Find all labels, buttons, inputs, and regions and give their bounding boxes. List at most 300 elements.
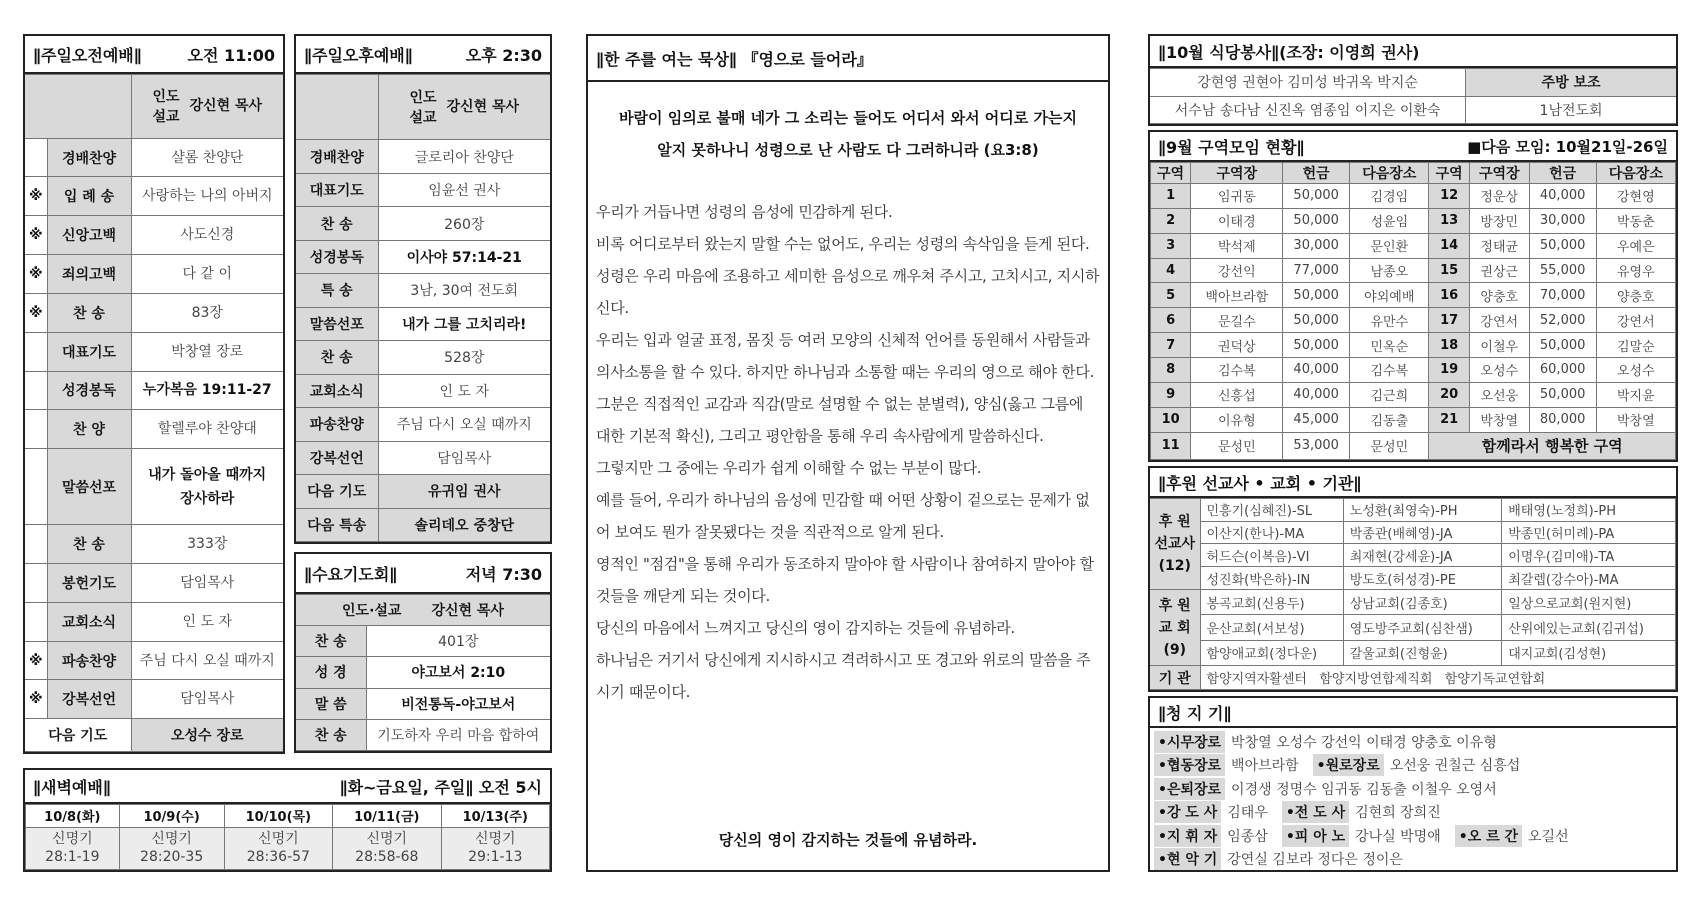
district-cell: 50,000 <box>1283 333 1350 358</box>
district-cell: 50,000 <box>1283 308 1350 333</box>
district-column-header: 헌금 <box>1529 163 1596 184</box>
district-cell: 오성수 <box>1596 358 1675 383</box>
district-cell: 유영우 <box>1596 258 1675 283</box>
required-mark <box>25 332 47 371</box>
missionary-cell: 민흥기(심혜진)-SL <box>1200 499 1343 522</box>
meditation-panel <box>586 34 1110 872</box>
dawn-day: 10/13(주) <box>441 805 549 828</box>
required-mark: ※ <box>25 255 47 294</box>
elders-role-label: •현 악 기 <box>1154 848 1221 870</box>
order-label: 대표기도 <box>47 332 131 371</box>
order-value: 사도신경 <box>131 216 283 255</box>
order-label: 입 례 송 <box>47 177 131 216</box>
order-value: 글로리아 찬양단 <box>378 140 550 173</box>
district-cell: 45,000 <box>1283 407 1350 432</box>
order-row <box>25 602 283 641</box>
district-cell: 박동춘 <box>1596 208 1675 233</box>
elders-role-label: •지 휘 자 <box>1154 825 1221 847</box>
church-cell: 갈울교회(진형윤) <box>1343 640 1502 665</box>
district-cell: 7 <box>1151 333 1191 358</box>
district-cell: 양충호 <box>1596 283 1675 308</box>
order-value: 기도하자 우리 마음 합하여 <box>366 719 550 750</box>
order-row <box>296 508 550 542</box>
church-cell: 봉곡교회(신용두) <box>1200 589 1343 614</box>
elders-role-label: •시무장로 <box>1154 731 1225 753</box>
dawn-service-time: ∥화~금요일, 주일∥ 오전 5시 <box>339 777 542 797</box>
order-value: 인 도 자 <box>378 374 550 407</box>
cafeteria-header <box>1150 36 1676 68</box>
order-row <box>25 255 283 294</box>
elders-role-names: 오길선 <box>1528 828 1569 845</box>
district-cell: 남종오 <box>1350 258 1429 283</box>
order-label: 파송찬양 <box>47 641 131 680</box>
district-cell: 유만수 <box>1350 308 1429 333</box>
order-row <box>25 564 283 603</box>
district-column-header: 구역 <box>1429 163 1469 184</box>
dawn-day: 10/10(목) <box>224 805 332 828</box>
afternoon-service-title: ∥주일오후예배∥ <box>304 45 413 65</box>
meditation-closing: 당신의 영이 감지하는 것들에 유념하라. <box>718 831 978 849</box>
district-cell: 17 <box>1429 308 1469 333</box>
afternoon-service-panel <box>294 34 552 544</box>
district-row <box>1151 308 1676 333</box>
dawn-verse: 28:20-35 <box>140 849 204 866</box>
district-cell: 김수복 <box>1350 358 1429 383</box>
district-cell: 박창열 <box>1596 407 1675 432</box>
order-label: 특 송 <box>296 274 378 307</box>
elders-role-label: •협동장로 <box>1154 754 1225 776</box>
order-row <box>296 274 550 307</box>
district-cell: 50,000 <box>1283 208 1350 233</box>
district-cell: 야외예배 <box>1350 283 1429 308</box>
district-cell: 김동출 <box>1350 407 1429 432</box>
order-row <box>296 719 550 750</box>
district-cell: 70,000 <box>1529 283 1596 308</box>
meditation-paragraph: 당신의 마음에서 느껴지고 당신의 영이 감지하는 것들에 유념하라. <box>596 619 1015 637</box>
meditation-paragraph: 우리는 입과 얼굴 표정, 몸짓 등 여러 모양의 신체적 언어를 동원해서 사람들과 의사소통을 할 수 있다. 하지만 하나님과 소통할 때는 우리의 영으로 해야 한다. <box>596 331 1094 381</box>
order-value: 주님 다시 오실 때까지 <box>131 641 283 680</box>
order-row <box>25 410 283 449</box>
district-cell: 30,000 <box>1283 233 1350 258</box>
order-row <box>25 680 283 719</box>
order-row <box>25 293 283 332</box>
district-cell: 강현영 <box>1596 184 1675 209</box>
church-label: 후 원 교 회 (9) <box>1150 589 1200 665</box>
district-cell: 6 <box>1151 308 1191 333</box>
district-table <box>1150 162 1676 460</box>
order-row <box>296 475 550 508</box>
district-next-meeting: ■다음 모임: 10월21일-26일 <box>1467 137 1668 156</box>
dawn-book: 신명기 <box>474 831 516 848</box>
order-value: 할렐루야 찬양대 <box>131 410 283 449</box>
district-column-header: 다음장소 <box>1350 163 1429 184</box>
order-value: 박창열 장로 <box>131 332 283 371</box>
district-cell: 60,000 <box>1529 358 1596 383</box>
order-label: 말 씀 <box>296 688 366 719</box>
order-value: 주님 다시 오실 때까지 <box>378 408 550 441</box>
cafeteria-table <box>1150 68 1676 124</box>
order-row <box>25 138 283 177</box>
district-cell: 박석제 <box>1191 233 1283 258</box>
order-label: 다음 기도 <box>296 475 378 508</box>
district-cell: 50,000 <box>1283 184 1350 209</box>
order-value: 528장 <box>378 341 550 374</box>
order-row <box>296 207 550 240</box>
kitchen-label: 주방 보조 <box>1466 69 1676 97</box>
elders-role-label: •은퇴장로 <box>1154 778 1225 800</box>
district-cell: 이유형 <box>1191 407 1283 432</box>
elders-role-label: •피 아 노 <box>1282 825 1349 847</box>
order-label: 찬 송 <box>47 525 131 564</box>
order-label: 찬 양 <box>47 410 131 449</box>
order-value: 401장 <box>366 626 550 657</box>
district-panel <box>1148 130 1678 462</box>
order-label: 말씀선포 <box>47 449 131 525</box>
district-cell: 방장민 <box>1469 208 1529 233</box>
elders-row <box>1154 824 1672 848</box>
district-cell: 30,000 <box>1529 208 1596 233</box>
required-mark <box>25 564 47 603</box>
order-value: 야고보서 2:10 <box>366 657 550 688</box>
morning-service-panel <box>23 34 285 754</box>
elders-row <box>1154 848 1672 872</box>
district-cell: 백아브라함 <box>1191 283 1283 308</box>
order-row <box>25 449 283 525</box>
dawn-reading <box>119 827 224 869</box>
leader-cell <box>131 75 283 139</box>
elders-role-label: •강 도 사 <box>1154 801 1221 823</box>
dawn-service-panel <box>23 768 552 872</box>
district-cell: 김말순 <box>1596 333 1675 358</box>
district-cell: 13 <box>1429 208 1469 233</box>
elders-row <box>1154 801 1672 825</box>
wednesday-prayer-time: 저녁 7:30 <box>465 564 542 584</box>
district-cell: 강연서 <box>1469 308 1529 333</box>
order-value: 333장 <box>131 525 283 564</box>
order-value: 83장 <box>131 293 283 332</box>
order-row <box>296 240 550 273</box>
order-label: 다음 특송 <box>296 508 378 542</box>
dawn-reading <box>333 827 441 869</box>
missionary-cell: 최갈렙(강수아)-MA <box>1502 567 1676 590</box>
district-cell: 오선웅 <box>1469 382 1529 407</box>
order-label: 파송찬양 <box>296 408 378 441</box>
district-cell: 양충호 <box>1469 283 1529 308</box>
order-label: 강복선언 <box>47 680 131 719</box>
missionary-label: 후 원 선교사 (12) <box>1150 499 1200 590</box>
dawn-verse: 28:1-19 <box>45 849 100 866</box>
district-row <box>1151 233 1676 258</box>
next-prayer-label: 다음 기도 <box>25 719 131 752</box>
dawn-days-row <box>26 805 550 828</box>
elders-role-names: 김태우 <box>1227 805 1268 822</box>
elders-role-label: •원로장로 <box>1313 754 1384 776</box>
meditation-paragraph: 우리가 거듭나면 성령의 음성에 민감하게 된다. <box>596 203 893 221</box>
district-cell: 50,000 <box>1283 283 1350 308</box>
district-cell: 55,000 <box>1529 258 1596 283</box>
district-cell: 신흥섭 <box>1191 382 1283 407</box>
district-cell: 12 <box>1429 184 1469 209</box>
district-cell: 민옥순 <box>1350 333 1429 358</box>
order-row <box>296 688 550 719</box>
leader-role: 인도 설교 <box>409 90 437 127</box>
district-cell: 권상근 <box>1469 258 1529 283</box>
church-row <box>1150 640 1676 665</box>
elders-panel <box>1148 696 1678 872</box>
district-title: ∥9월 구역모임 현황∥ <box>1158 137 1305 157</box>
dawn-reading <box>26 827 120 869</box>
required-mark: ※ <box>25 641 47 680</box>
required-mark: ※ <box>25 177 47 216</box>
elders-role-names: 임종삼 <box>1227 828 1268 845</box>
district-cell: 이철우 <box>1469 333 1529 358</box>
elders-title: ∥청 지 기∥ <box>1158 703 1232 723</box>
order-label: 교회소식 <box>296 374 378 407</box>
meditation-paragraph: 영적인 "점검"을 통해 우리가 동조하지 말아야 할 사람이나 참여하지 말아야 할 것들을 깨닫게 되는 것이다. <box>596 555 1094 605</box>
order-value: 담임목사 <box>131 680 283 719</box>
order-value: 다 같 이 <box>131 255 283 294</box>
order-value: 유귀임 권사 <box>378 475 550 508</box>
leader-name: 강신현 목사 <box>446 99 520 116</box>
dawn-book: 신명기 <box>151 831 192 848</box>
next-prayer-value: 오성수 장로 <box>131 719 283 752</box>
district-cell: 정태균 <box>1469 233 1529 258</box>
missionary-row <box>1150 544 1676 567</box>
afternoon-service-table <box>296 74 550 542</box>
dawn-service-header <box>25 770 550 804</box>
order-label: 성경봉독 <box>47 371 131 410</box>
morning-service-time: 오전 11:00 <box>187 45 275 65</box>
district-cell: 50,000 <box>1529 233 1596 258</box>
order-value: 이사야 57:14-21 <box>378 240 550 273</box>
district-cell: 4 <box>1151 258 1191 283</box>
church-cell: 대지교회(김성현) <box>1502 640 1676 665</box>
order-row <box>296 140 550 173</box>
elders-role-names: 박창열 오성수 강선익 이태경 양충호 이유형 <box>1231 734 1497 751</box>
district-cell: 40,000 <box>1529 184 1596 209</box>
dawn-day: 10/11(금) <box>333 805 441 828</box>
order-label: 성경봉독 <box>296 240 378 273</box>
district-cell: 10 <box>1151 407 1191 432</box>
meditation-paragraph: 그렇지만 그 중에는 우리가 쉽게 이해할 수 없는 부분이 많다. <box>596 459 982 477</box>
district-column-header: 구역장 <box>1191 163 1283 184</box>
order-row <box>296 374 550 407</box>
district-cell: 21 <box>1429 407 1469 432</box>
elders-row <box>1154 730 1672 754</box>
support-title: ∥후원 선교사 • 교회 • 기관∥ <box>1158 473 1362 493</box>
leader-name: 강신현 목사 <box>189 98 263 115</box>
kitchen-value: 1남전도회 <box>1466 96 1676 124</box>
meditation-header <box>588 36 1108 82</box>
district-cell: 20 <box>1429 382 1469 407</box>
district-column-header: 다음장소 <box>1596 163 1675 184</box>
wednesday-prayer-header <box>296 554 550 594</box>
district-cell: 2 <box>1151 208 1191 233</box>
order-label: 성 경 <box>296 657 366 688</box>
district-cell: 김경임 <box>1350 184 1429 209</box>
order-value: 내가 돌아올 때까지 장사하라 <box>131 449 283 525</box>
church-cell: 영도방주교회(심찬샘) <box>1343 615 1502 640</box>
district-cell: 77,000 <box>1283 258 1350 283</box>
missionary-row <box>1150 499 1676 522</box>
order-value: 사랑하는 나의 아버지 <box>131 177 283 216</box>
district-row <box>1151 208 1676 233</box>
order-row <box>25 177 283 216</box>
required-mark <box>25 525 47 564</box>
missionary-cell: 배태영(노정희)-PH <box>1502 499 1676 522</box>
cafeteria-members-1: 강현영 권현아 김미성 박귀옥 박지순 <box>1150 69 1466 97</box>
district-cell: 15 <box>1429 258 1469 283</box>
elders-role-names: 김현희 장희진 <box>1355 805 1441 822</box>
missionary-row <box>1150 521 1676 544</box>
organization-row <box>1150 666 1676 690</box>
meditation-title: ∥한 주를 여는 묵상∥ 『영으로 들어라』 <box>596 49 873 69</box>
elders-role-names: 강연실 김보라 정다은 정이은 <box>1227 852 1403 869</box>
order-value: 담임목사 <box>378 441 550 474</box>
order-row <box>25 525 283 564</box>
district-row <box>1151 283 1676 308</box>
dawn-book: 신명기 <box>258 831 299 848</box>
dawn-verse: 29:1-13 <box>468 849 523 866</box>
dawn-service-title: ∥새벽예배∥ <box>33 777 111 797</box>
district-row <box>1151 258 1676 283</box>
elders-row <box>1154 777 1672 801</box>
district-row <box>1151 407 1676 432</box>
order-row <box>296 657 550 688</box>
required-mark <box>25 371 47 410</box>
church-row <box>1150 615 1676 640</box>
meditation-paragraph: 성령은 우리 마음에 조용하고 세미한 음성으로 깨우쳐 주시고, 고치시고, 지시하신다. <box>596 267 1100 317</box>
leader-role: 인도·설교 <box>342 603 402 620</box>
leader-role: 인도 설교 <box>152 89 180 126</box>
order-label: 대표기도 <box>296 173 378 206</box>
wednesday-prayer-title: ∥수요기도회∥ <box>304 564 398 584</box>
district-cell: 9 <box>1151 382 1191 407</box>
order-label: 죄의고백 <box>47 255 131 294</box>
district-column-header: 헌금 <box>1283 163 1350 184</box>
district-cell: 우예은 <box>1596 233 1675 258</box>
afternoon-service-header <box>296 36 550 74</box>
order-label: 찬 송 <box>47 293 131 332</box>
church-row <box>1150 589 1676 614</box>
leader-cell <box>378 75 550 140</box>
meditation-body <box>596 196 1100 708</box>
order-row <box>296 173 550 206</box>
district-cell: 14 <box>1429 233 1469 258</box>
dawn-readings-row <box>26 827 550 869</box>
elders-header <box>1150 698 1676 728</box>
district-cell: 1 <box>1151 184 1191 209</box>
missionary-cell: 이산지(한나)-MA <box>1200 521 1343 544</box>
dawn-day: 10/9(수) <box>119 805 224 828</box>
missionary-cell: 최재현(강세윤)-JA <box>1343 544 1502 567</box>
cafeteria-title: ∥10월 식당봉사∥(조장: 이영희 권사) <box>1158 42 1420 62</box>
meditation-verse: 바람이 임의로 불매 네가 그 소리는 들어도 어디서 와서 어디로 가는지 알지 못하나니 성령으로 난 사람도 다 그러하니라 (요3:8) <box>619 109 1077 159</box>
dawn-reading <box>224 827 332 869</box>
church-cell: 운산교회(서보성) <box>1200 615 1343 640</box>
leader-name: 강신현 목사 <box>431 603 504 620</box>
order-row <box>25 371 283 410</box>
order-row <box>296 408 550 441</box>
support-header <box>1150 468 1676 498</box>
elders-list <box>1150 728 1676 873</box>
meditation-paragraph: 예를 들어, 우리가 하나님의 음성에 민감할 때 어떤 상황이 겉으로는 문제가 없어 보여도 뭔가 잘못됐다는 것을 직관적으로 알게 된다. <box>596 491 1090 541</box>
order-label: 찬 송 <box>296 341 378 374</box>
order-value: 누가복음 19:11-27 <box>131 371 283 410</box>
church-cell: 산위에있는교회(김귀섭) <box>1502 615 1676 640</box>
missionary-cell: 박종관(배혜영)-JA <box>1343 521 1502 544</box>
district-cell: 53,000 <box>1283 432 1350 459</box>
order-label: 말씀선포 <box>296 307 378 340</box>
required-mark: ※ <box>25 680 47 719</box>
morning-service-header <box>25 36 283 74</box>
district-cell: 40,000 <box>1283 358 1350 383</box>
order-value: 비전통독-야고보서 <box>366 688 550 719</box>
order-value: 임윤선 권사 <box>378 173 550 206</box>
order-row <box>296 441 550 474</box>
order-label: 경배찬양 <box>296 140 378 173</box>
meditation-paragraph: 비록 어디로부터 왔는지 말할 수는 없어도, 우리는 성령의 속삭임을 듣게 된다. <box>596 235 1090 253</box>
district-cell: 이태경 <box>1191 208 1283 233</box>
order-value: 담임목사 <box>131 564 283 603</box>
order-row <box>296 307 550 340</box>
district-column-header: 구역장 <box>1469 163 1529 184</box>
district-cell: 5 <box>1151 283 1191 308</box>
district-cell: 김근희 <box>1350 382 1429 407</box>
elders-role-label: •오 르 간 <box>1455 825 1522 847</box>
required-mark <box>25 138 47 177</box>
district-cell: 오성수 <box>1469 358 1529 383</box>
order-label: 교회소식 <box>47 602 131 641</box>
required-mark <box>25 449 47 525</box>
district-cell: 권덕상 <box>1191 333 1283 358</box>
district-cell: 40,000 <box>1283 382 1350 407</box>
district-row <box>1151 432 1676 459</box>
leader-cell <box>296 595 550 626</box>
leader-row <box>25 75 283 139</box>
order-row <box>296 626 550 657</box>
district-cell: 강선익 <box>1191 258 1283 283</box>
organization-list: 함양지역자활센터 함양지방연합제직회 함양기독교연합회 <box>1200 666 1676 690</box>
district-cell: 18 <box>1429 333 1469 358</box>
district-row <box>1151 333 1676 358</box>
missionary-cell: 노성환(최영숙)-PH <box>1343 499 1502 522</box>
district-cell: 박창열 <box>1469 407 1529 432</box>
district-cell: 16 <box>1429 283 1469 308</box>
district-cell: 박지윤 <box>1596 382 1675 407</box>
district-cell: 3 <box>1151 233 1191 258</box>
morning-service-table <box>25 74 283 752</box>
order-label: 신앙고백 <box>47 216 131 255</box>
wednesday-prayer-panel <box>294 552 552 753</box>
district-column-header: 구역 <box>1151 163 1191 184</box>
church-cell: 함양애교회(정다운) <box>1200 640 1343 665</box>
district-cell: 52,000 <box>1529 308 1596 333</box>
district-cell: 50,000 <box>1529 333 1596 358</box>
order-value: 인 도 자 <box>131 602 283 641</box>
district-cell: 문성민 <box>1350 432 1429 459</box>
missionary-row <box>1150 567 1676 590</box>
district-cell: 문길수 <box>1191 308 1283 333</box>
dawn-service-table <box>25 804 550 870</box>
afternoon-service-time: 오후 2:30 <box>465 45 542 65</box>
support-panel <box>1148 466 1678 692</box>
elders-role-names: 백아브라함 <box>1231 758 1299 775</box>
elders-role-label: •전 도 사 <box>1282 801 1349 823</box>
district-row <box>1151 382 1676 407</box>
district-cell: 문인환 <box>1350 233 1429 258</box>
district-cell: 임귀동 <box>1191 184 1283 209</box>
